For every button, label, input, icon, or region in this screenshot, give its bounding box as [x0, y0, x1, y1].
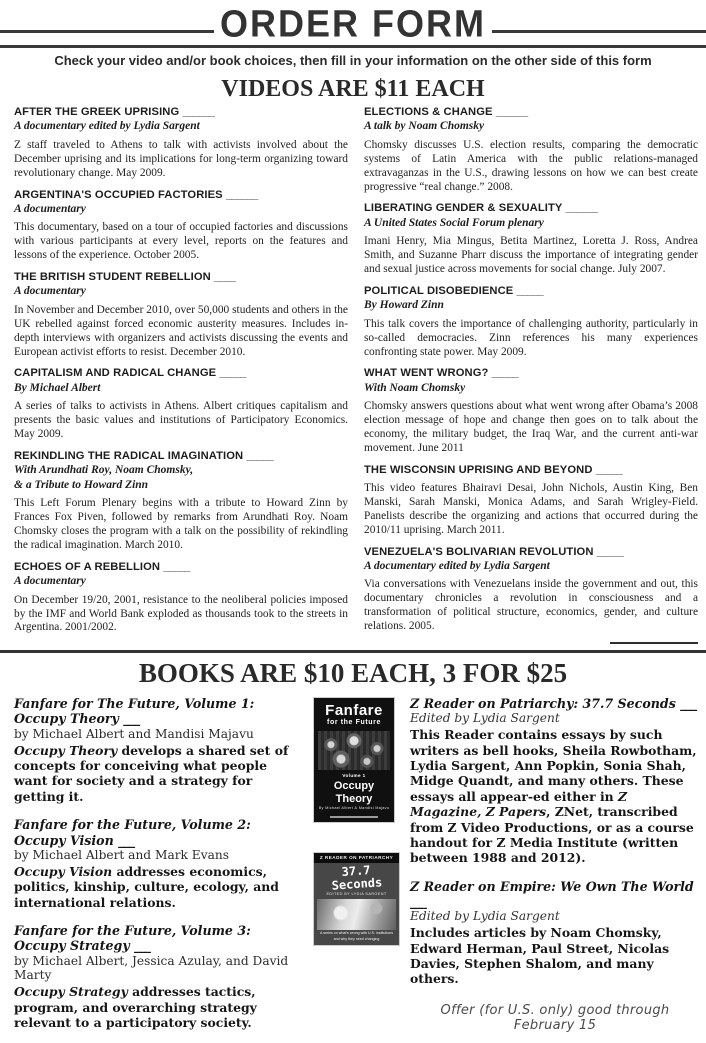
form-header — [0, 1, 706, 68]
quantity-blank: ___ — [680, 696, 697, 712]
video-entry — [364, 106, 698, 194]
quantity-blank: ______ — [182, 106, 214, 118]
video-author-line: By Howard Zinn — [364, 299, 444, 312]
book-description-segment: Occupy Vision — [14, 863, 113, 879]
books-column-right — [410, 696, 700, 1043]
video-title — [364, 285, 698, 298]
book-byline: by Michael Albert and Mark Evans — [14, 847, 229, 862]
quantity-blank: _____ — [163, 560, 190, 573]
book-description-segment: Occupy Strategy — [14, 984, 128, 1000]
video-author-line: With Noam Chomsky — [364, 381, 466, 394]
quantity-blank: _____ — [246, 449, 273, 462]
video-title-text: VENEZUELA'S BOLIVARIAN REVOLUTION — [364, 545, 594, 558]
page-title: ORDER FORM — [220, 1, 486, 46]
cover-subtitle-line: for the Future — [327, 719, 381, 727]
books-section — [0, 696, 706, 1043]
video-author-line: By Michael Albert — [14, 381, 101, 394]
book-description-segment: This Reader contains essays by such writers as bell hooks, Sheila Rowbotham, Lydia Sargent, Ann Popkin, Sonia Shah, Midge Quandt, and many others. These essays all appear-ed either in — [410, 727, 697, 804]
video-author-line: A documentary — [14, 285, 86, 298]
book-cover-occupy-theory — [314, 698, 394, 822]
quantity-blank: ______ — [495, 106, 528, 118]
book-title — [410, 696, 700, 711]
book-description-segment: develops a shared set of concepts for conceiving what people want for society and a strategy for getting it. — [14, 742, 289, 804]
video-entry — [14, 271, 348, 359]
video-title-text: POLITICAL DISOBEDIENCE — [364, 284, 514, 297]
offer-note: Offer (for U.S. only) good through February 15 — [440, 1002, 670, 1033]
cover-byline: By Michael Albert & Mandisi Majavu — [318, 805, 390, 810]
cover-book-title: Occupy Theory — [333, 780, 375, 805]
cover-title-line: Fanfare — [325, 702, 383, 720]
video-description: This documentary, based on a tour of occupied factories and discussions with various participants at every level, reports on the features and lessons of the experience. October 2005. — [14, 221, 348, 262]
video-title — [14, 561, 348, 574]
video-entry — [14, 106, 348, 181]
book-title-text: Fanfare for the Future, Volume 3: Occupy Strategy — [14, 922, 251, 954]
video-title — [364, 106, 698, 119]
video-entry — [14, 189, 348, 264]
video-entry — [14, 561, 348, 636]
video-entry — [14, 450, 348, 553]
book-description-segment: addresses economics, politics, kinship, culture, ecology, and international relations. — [14, 863, 279, 910]
video-author-line: & a Tribute to Howard Zinn — [14, 478, 149, 491]
quantity-blank: ______ — [565, 202, 597, 215]
video-title — [14, 271, 348, 284]
books-section-heading: BOOKS ARE $10 EACH, 3 FOR $25 — [138, 658, 568, 689]
video-description: A series of talks to activists in Athens. Albert critiques capitalism and presents the basic values and institutions of Participatory Economics. May 2009. — [14, 400, 348, 440]
video-title-text: ECHOES OF A REBELLION — [14, 560, 161, 573]
brass-instruments-photo — [318, 731, 390, 771]
video-title — [14, 106, 348, 119]
quantity-blank: ___ — [123, 711, 140, 727]
video-title-text: AFTER THE GREEK UPRISING — [14, 106, 180, 118]
video-title-text: ELECTIONS & CHANGE — [364, 106, 493, 118]
quantity-blank: ______ — [225, 188, 258, 201]
instructions-text: Check your video and/or book choices, then fill in your information on the other side of this form — [54, 53, 652, 68]
quantity-blank: _____ — [491, 367, 518, 380]
video-description: This video features Bhairavi Desai, John Nichols, Austin King, Ben Manski, Sarah Manski, Monica Adams, and Sarah Wrigley-Field. Panelists describe the organizing and actions that occurred during the 2010/11 uprising. March 2011. — [364, 482, 698, 536]
book-title-text: Fanfare for The Future, Volume 1: Occupy Theory — [14, 696, 255, 727]
video-author-line: A documentary edited by Lydia Sargent — [364, 559, 550, 572]
video-entry — [364, 367, 698, 455]
video-description: On December 19/20, 2001, resistance to the neoliberal policies imposed by the IMF and World Bank exploded as thousands took to the streets in Argentina. 2001/2002. — [14, 593, 348, 634]
quantity-blank: _____ — [596, 545, 623, 558]
video-title-text: ARGENTINA'S OCCUPIED FACTORIES — [14, 188, 223, 201]
book-entry — [14, 696, 304, 804]
video-description: Imani Henry, Mia Mingus, Betita Martinez, Loretta J. Ross, Andrea Smith, and Suzanne Pharr discuss the importance of integrating gender and sexual justice across movements for social change. July 2007. — [364, 235, 698, 275]
book-title-text: Fanfare for the Future, Volume 2: Occupy Vision — [14, 817, 251, 848]
video-title-text: REKINDLING THE RADICAL IMAGINATION — [14, 449, 244, 462]
video-title — [364, 367, 698, 380]
video-description: Via conversations with Venezuelans inside the government and out, this documentary chronicles a revolution in consciousness and a transformation of political structure, economics, gender, and culture relations. 2005. — [364, 578, 698, 633]
video-description: This talk covers the importance of challenging authority, particularly in so-called democracies. Zinn references his many experiences confronting state power. May 2009. — [364, 317, 698, 358]
quantity-blank: _____ — [595, 463, 622, 476]
illegible-series-text — [330, 816, 379, 818]
book-description-segment: Includes articles by Noam Chomsky, Edward Herman, Paul Street, Nicolas Davies, Stephen Shalom, and many others. — [410, 925, 670, 987]
book-title — [410, 879, 700, 910]
book-description — [14, 864, 304, 910]
quantity-blank: ____ — [214, 271, 235, 283]
cover-caption-text: A series on what's wrong with U.S. institutions and why they need changing — [320, 931, 393, 941]
cover-volume-label: Volume 1 — [342, 773, 366, 779]
quantity-blank: _____ — [516, 284, 543, 297]
book-entry — [14, 817, 304, 910]
video-entry — [364, 285, 698, 360]
videos-section — [0, 106, 706, 644]
video-entry — [364, 202, 698, 277]
book-description-segment: Occupy Theory — [14, 742, 118, 758]
title-rule — [0, 45, 706, 48]
book-title — [14, 817, 304, 848]
book-entry — [14, 923, 304, 1031]
video-author-line: A documentary — [14, 202, 86, 215]
quantity-blank: ___ — [134, 938, 150, 954]
book-byline: by Michael Albert, Jessica Azulay, and David Marty — [14, 953, 289, 983]
book-byline: Edited by Lydia Sargent — [410, 909, 560, 924]
books-column-left — [14, 696, 304, 1043]
videos-column-left — [14, 106, 348, 644]
book-description-segment: , ZNet, transcribed from Z Video Productions, or as a course handout for Z Media Institute (written between 1988 and 2012). — [410, 804, 694, 866]
video-author-line: With Arundhati Roy, Noam Chomsky, — [14, 464, 194, 477]
book-description-segment: addresses tactics, program, and overarching strategy relevant to a participatory society. — [14, 984, 257, 1031]
video-title-text: CAPITALISM AND RADICAL CHANGE — [14, 367, 217, 380]
title-row — [0, 1, 706, 46]
book-entry — [410, 879, 700, 987]
book-byline: by Michael Albert and Mandisi Majavu — [14, 726, 254, 741]
cover-photo — [317, 899, 396, 930]
cover-book-title: 37.7 Seconds — [331, 863, 383, 893]
video-description: Chomsky answers questions about what went wrong after Obama’s 2008 election message of hope and change then goes on to talk about the economy, the military budget, the Iraq War, and the current anti-war movement. June 2011 — [364, 400, 698, 454]
quantity-blank: ___ — [118, 832, 135, 848]
video-title — [14, 450, 348, 463]
cover-header-band: Z READER ON PATRIARCHY — [314, 853, 399, 863]
video-author-line: A documentary — [14, 575, 86, 588]
video-entry — [14, 367, 348, 442]
video-author-line: A talk by Noam Chomsky — [364, 120, 485, 133]
video-title — [364, 202, 698, 215]
video-description: Z staff traveled to Athens to talk with activists involved about the December uprising and its implications for long-term organizing toward revolutionary change. May 2009. — [14, 138, 348, 179]
video-author-line: A documentary edited by Lydia Sargent — [14, 120, 200, 133]
book-cover-377-seconds — [314, 853, 399, 945]
book-title-text: Z Reader on Patriarchy: 37.7 Seconds — [410, 696, 676, 712]
book-description — [410, 727, 700, 865]
video-title — [14, 189, 348, 202]
video-title — [364, 546, 698, 559]
video-description: In November and December 2010, over 50,000 students and others in the UK rebelled against forced economic austerity measures. Includes in-depth interviews with organizers and activists discussing the events and European activist efforts to resist. December 2010. — [14, 303, 348, 358]
video-title-text: THE WISCONSIN UPRISING AND BEYOND — [364, 463, 593, 476]
video-title — [14, 367, 348, 380]
quantity-blank: _____ — [219, 367, 246, 380]
video-entry — [364, 464, 698, 538]
video-entry — [364, 546, 698, 634]
quantity-blank: ___ — [410, 894, 426, 910]
video-title-text: THE BRITISH STUDENT REBELLION — [14, 271, 211, 283]
book-title — [14, 696, 304, 727]
cover-editor-line: EDITED BY LYDIA SARGENT — [326, 891, 387, 896]
book-description — [14, 743, 304, 805]
book-description — [410, 925, 700, 987]
book-title — [14, 923, 304, 954]
video-description: Chomsky discusses U.S. election results, comparing the democratic systems of Latin America with the public relations-managed extravaganzas in the U.S., drawing lessons on how we can best create progressive “real change.” 2008. — [364, 138, 698, 193]
videos-section-heading: VIDEOS ARE $11 EACH — [221, 76, 485, 102]
title-flank-line-right — [492, 30, 706, 33]
video-author-line: A United States Social Forum plenary — [364, 216, 544, 229]
videos-column-right — [364, 106, 698, 644]
book-description — [14, 984, 304, 1030]
video-title-text: WHAT WENT WRONG? — [364, 367, 489, 380]
section-divider-rule — [0, 650, 706, 653]
books-right-entries — [410, 696, 700, 987]
book-entry — [410, 696, 700, 866]
video-title-text: LIBERATING GENDER & SEXUALITY — [364, 202, 563, 215]
title-flank-line-left — [0, 30, 214, 33]
book-covers-column — [314, 696, 400, 1043]
book-byline: Edited by Lydia Sargent — [410, 711, 560, 726]
video-title — [364, 464, 698, 477]
video-description: This Left Forum Plenary begins with a tribute to Howard Zinn by Frances Fox Piven, followed by remarks from Arundhati Roy. Noam Chomsky closes the program with a talk on the possibility of rekindling the radical imagination. March 2010. — [14, 497, 348, 551]
book-description-segment: Z Magazine, Z Papers — [410, 788, 628, 820]
book-title-text: Z Reader on Empire: We Own The World — [410, 878, 694, 894]
